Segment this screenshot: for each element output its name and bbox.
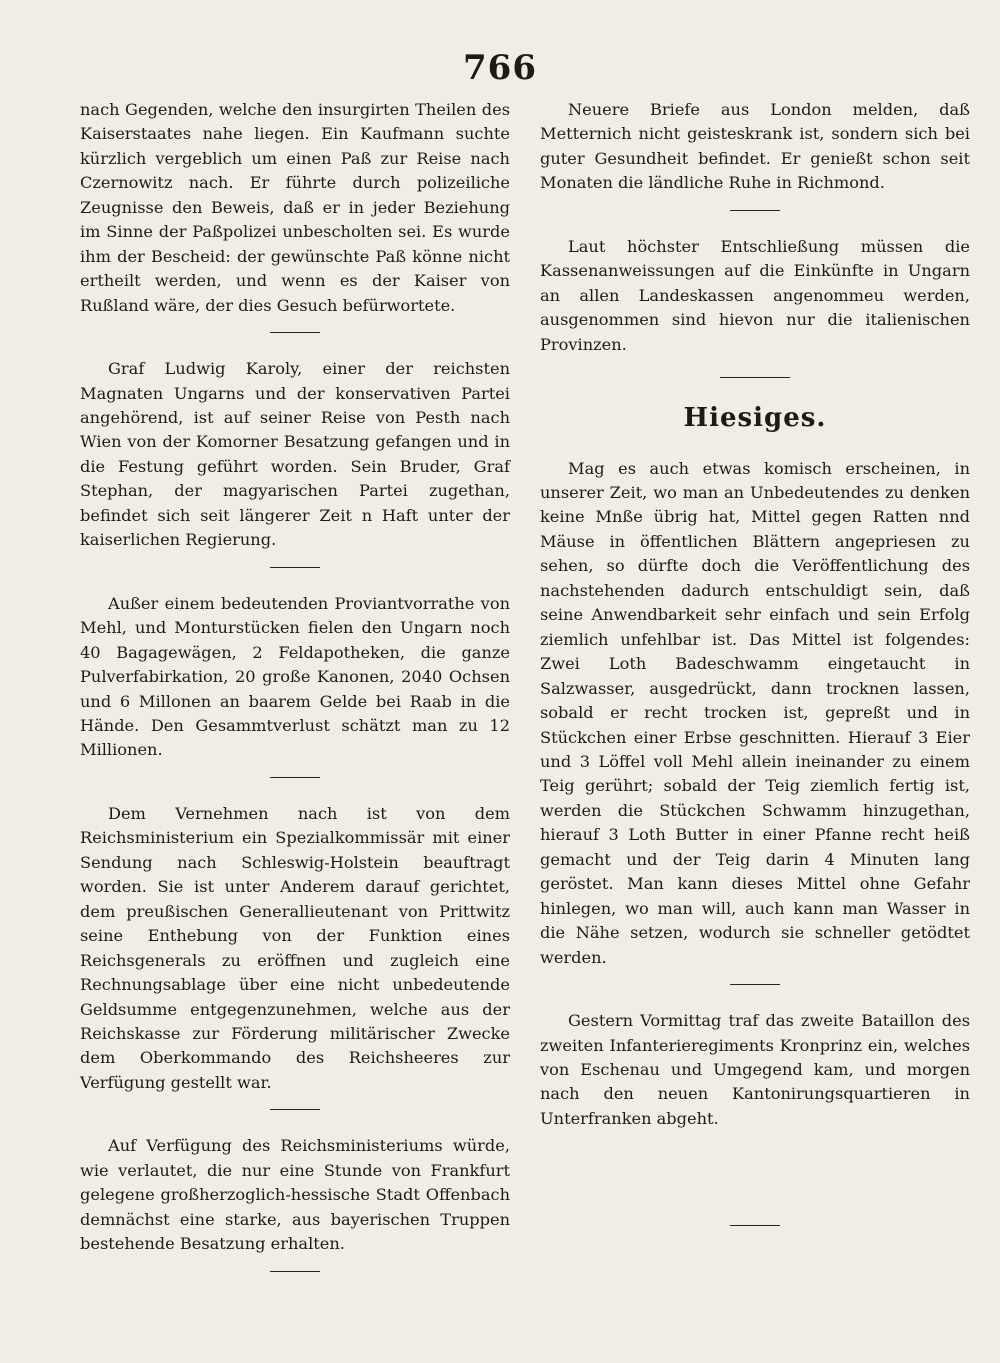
article-offenbach: Auf Verfügung des Reichsministeriums würde, wie verlautet, die nur eine Stunde von Frankfurt gelegene großherzoglich-hessische Stadt Offenbach demnächst eine starke, aus bayerischen Truppen bestehende Besatzung erhalten. — [80, 1136, 510, 1254]
article-reichsministerium: Dem Vernehmen nach ist von dem Reichsministerium ein Spezialkommissär mit einer Sendung nach Schleswig-Holstein beauftragt worden. Sie ist unter Anderem darauf gerichtet, dem preußischen Generallieutenant von Prittwitz seine Enthebung von der Funktion eines Reichsgenerals zu eröffnen und zugleich eine Rechnungsablage über eine nicht unbedeutende Geldsumme entgegenzunehmen, welche aus der Reichskasse zur Förderung militärischer Zwecke dem Oberkommando des Reichsheeres zur Verfügung gestellt war. — [80, 803, 510, 1092]
divider — [730, 210, 780, 211]
page-number: 766 — [463, 48, 537, 88]
divider — [270, 777, 320, 778]
right-column — [540, 98, 970, 1250]
divider — [730, 1225, 780, 1226]
article-passport: nach Gegenden, welche den insurgirten Theilen des Kaiserstaates nahe liegen. Ein Kaufmann suchte kürzlich vergeblich um einen Paß zur Reise nach Czernowitz nach. Er führte durch polizeiliche Zeugnisse den Beweis, daß er in jeder Beziehung im Sinne der Paßpolizei unbescholten sei. Es wurde ihm der Bescheid: der gewünschte Paß könne nicht ertheilt werden, und wenn es der Kaiser von Rußland wäre, der dies Gesuch befürwortete. — [80, 100, 510, 315]
divider — [270, 1271, 320, 1272]
article-rattenmittel: Mag es auch etwas komisch erscheinen, in unserer Zeit, wo man an Unbedeutendes zu denken keine Mnße übrig hat, Mittel gegen Ratten nnd Mäuse in öffentlichen Blättern angepriesen zu sehen, so dürfte doch die Veröffentlichung des nachstehenden dadurch entschuldigt sein, daß seine Anwendbarkeit sehr einfach und sein Erfolg ziemlich unfehlbar ist. Das Mittel ist folgendes: Zwei Loth Badeschwamm eingetaucht in Salzwasser, ausgedrückt, dann trocknen lassen, sobald er recht trocken ist, gepreßt und in Stückchen einer Erbse geschnitten. Hierauf 3 Eier und 3 Löffel voll Mehl allein ineinander zu einem Teig gerührt; sobald der Teig ziemlich fertig ist, werden die Stückchen Schwamm hinzugethan, hierauf 3 Loth Butter in einer Pfanne recht heiß gemacht und der Teig darin 4 Minuten lang geröstet. Man kann dieses Mittel ohne Gefahr hinlegen, wo man will, auch kann man Wasser in die Nähe setzen, wodurch sie schneller getödtet werden. — [540, 458, 970, 967]
article-bataillon: Gestern Vormittag traf das zweite Bataillon des zweiten Infanterieregiments Kronprinz ein, welches von Eschenau und Umgegend kam, und morgen nach den neuen Kantonirungsquartieren in Unterfranken abgeht. — [540, 1011, 970, 1128]
left-column — [80, 98, 510, 1296]
article-metternich: Neuere Briefe aus London melden, daß Metternich nicht geisteskrank ist, sondern sich bei guter Gesundheit befindet. Er genießt schon seit Monaten die ländliche Ruhe in Richmond. — [540, 100, 970, 193]
article-raab: Außer einem bedeutenden Proviantvorrathe von Mehl, und Monturstücken fielen den Ungarn noch 40 Bagagewägen, 2 Feldapotheken, die ganze Pulverfabirkation, 20 große Kanonen, 2040 Ochsen und 6 Millonen an baarem Gelde bei Raab in die Hände. Den Gesammtverlust schätzt man zu 12 Millionen. — [80, 593, 510, 760]
divider — [730, 984, 780, 985]
section-heading: Hiesiges. — [683, 403, 827, 434]
divider — [270, 332, 320, 333]
divider — [270, 1109, 320, 1110]
divider — [270, 567, 320, 568]
article-kassenanweisungen: Laut höchster Entschließung müssen die Kassenanweissungen auf die Einkünfte in Ungarn an allen Landeskassen angenommeu werden, ausgenommen sind hievon nur die italienischen Provinzen. — [540, 236, 970, 354]
divider — [720, 377, 790, 378]
article-karoly: Graf Ludwig Karoly, einer der reichsten Magnaten Ungarns und der konservativen Partei angehörend, ist auf seiner Reise von Pesth nach Wien von der Komorner Besatzung gefangen und in die Festung geführt worden. Sein Bruder, Graf Stephan, der magyarischen Partei zugethan, befindet sich seit längerer Zeit n Haft unter der kaiserlichen Regierung. — [80, 359, 510, 550]
